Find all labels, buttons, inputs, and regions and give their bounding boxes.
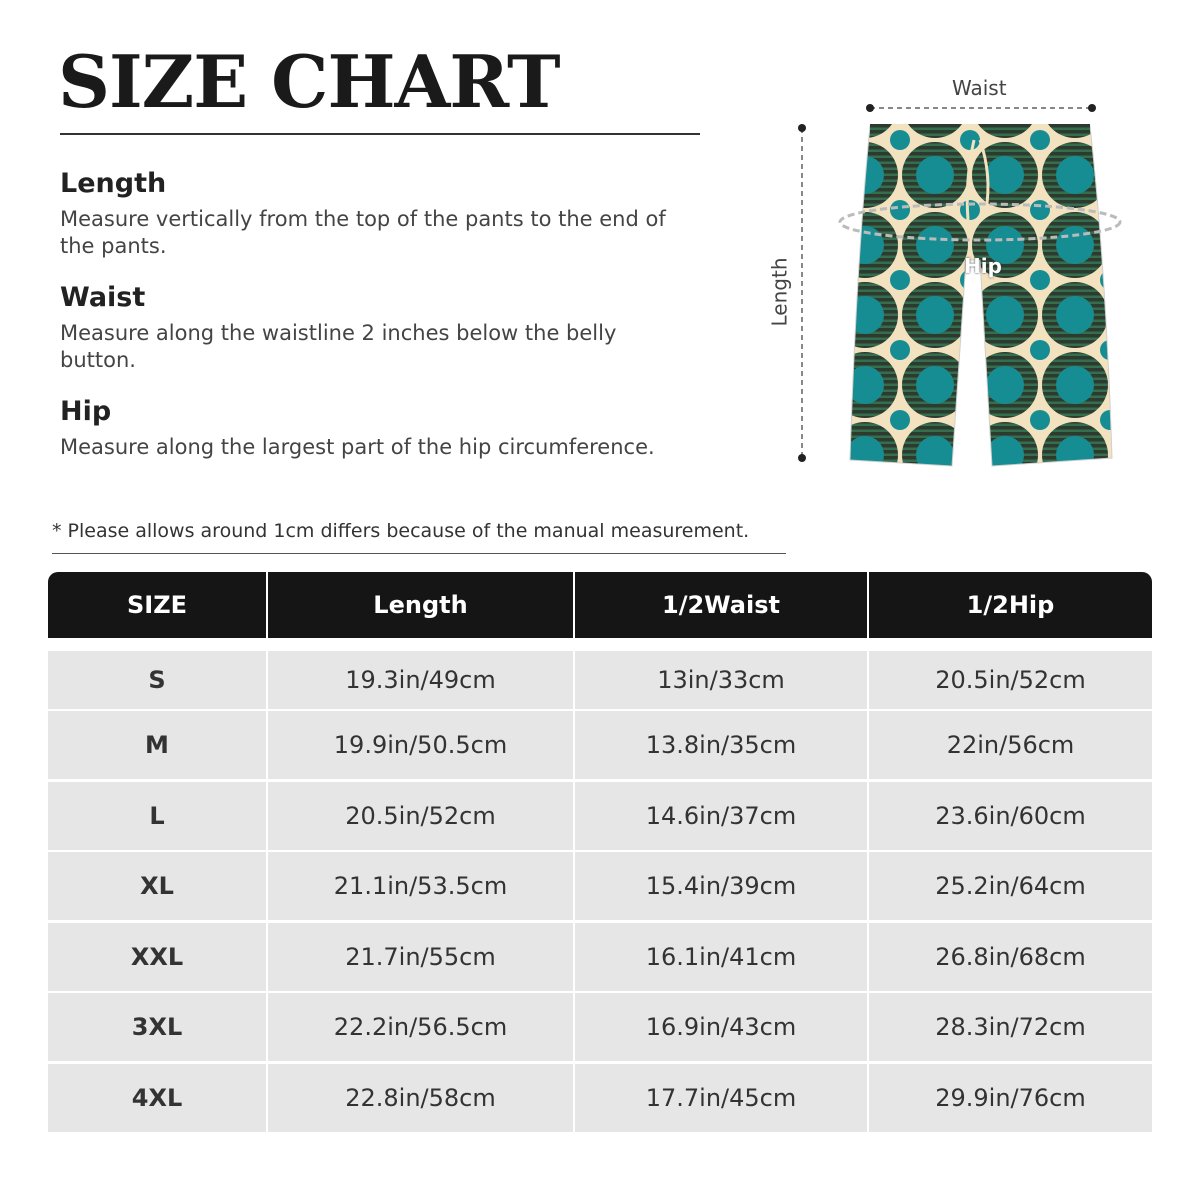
cell-half-waist: 16.9in/43cm	[575, 993, 867, 1061]
cell-half-hip: 29.9in/76cm	[869, 1064, 1152, 1132]
cell-size: XXL	[48, 923, 266, 991]
cell-half-hip: 26.8in/68cm	[869, 923, 1152, 991]
cell-half-hip: 23.6in/60cm	[869, 782, 1152, 850]
cell-size: S	[48, 651, 266, 709]
measure-length-block	[60, 168, 680, 259]
cell-half-waist: 13.8in/35cm	[575, 711, 867, 779]
note-divider	[52, 553, 786, 554]
cell-half-waist: 16.1in/41cm	[575, 923, 867, 991]
measure-waist-desc: Measure along the waistline 2 inches below the belly button.	[60, 321, 617, 372]
cell-length: 20.5in/52cm	[268, 782, 573, 850]
title-divider	[60, 133, 700, 135]
shorts-illustration	[760, 70, 1160, 490]
measure-hip-block	[60, 396, 680, 461]
cell-size: 4XL	[48, 1064, 266, 1132]
cell-half-waist: 13in/33cm	[575, 651, 867, 709]
cell-size: L	[48, 782, 266, 850]
header-size: SIZE	[48, 572, 266, 638]
size-table	[48, 572, 1152, 1132]
cell-size: XL	[48, 852, 266, 920]
cell-half-hip: 28.3in/72cm	[869, 993, 1152, 1061]
cell-length: 22.2in/56.5cm	[268, 993, 573, 1061]
header-half-waist: 1/2Waist	[575, 572, 867, 638]
cell-half-waist: 14.6in/37cm	[575, 782, 867, 850]
measure-waist-heading: Waist	[60, 282, 146, 313]
cell-length: 21.7in/55cm	[268, 923, 573, 991]
measure-length-heading: Length	[60, 168, 167, 199]
cell-size: 3XL	[48, 993, 266, 1061]
measurement-note: * Please allows around 1cm differs because of the manual measurement.	[52, 520, 750, 542]
cell-length: 22.8in/58cm	[268, 1064, 573, 1132]
hip-label: Hip	[964, 254, 1002, 278]
page-title: SIZE CHART	[58, 39, 560, 124]
header-half-hip: 1/2Hip	[869, 572, 1152, 638]
header-length: Length	[268, 572, 573, 638]
cell-length: 19.9in/50.5cm	[268, 711, 573, 779]
cell-size: M	[48, 711, 266, 779]
cell-half-hip: 22in/56cm	[869, 711, 1152, 779]
length-label: Length	[767, 257, 792, 327]
measure-hip-heading: Hip	[60, 396, 112, 427]
waist-label: Waist	[952, 76, 1007, 100]
measure-hip-desc: Measure along the largest part of the hip circumference.	[60, 435, 655, 460]
measure-length-desc: Measure vertically from the top of the pants to the end of the pants.	[60, 207, 666, 258]
cell-length: 21.1in/53.5cm	[268, 852, 573, 920]
measure-waist-block	[60, 282, 680, 373]
cell-half-waist: 15.4in/39cm	[575, 852, 867, 920]
cell-length: 19.3in/49cm	[268, 651, 573, 709]
shorts-diagram	[760, 70, 1160, 490]
cell-half-hip: 20.5in/52cm	[869, 651, 1152, 709]
cell-half-hip: 25.2in/64cm	[869, 852, 1152, 920]
cell-half-waist: 17.7in/45cm	[575, 1064, 867, 1132]
